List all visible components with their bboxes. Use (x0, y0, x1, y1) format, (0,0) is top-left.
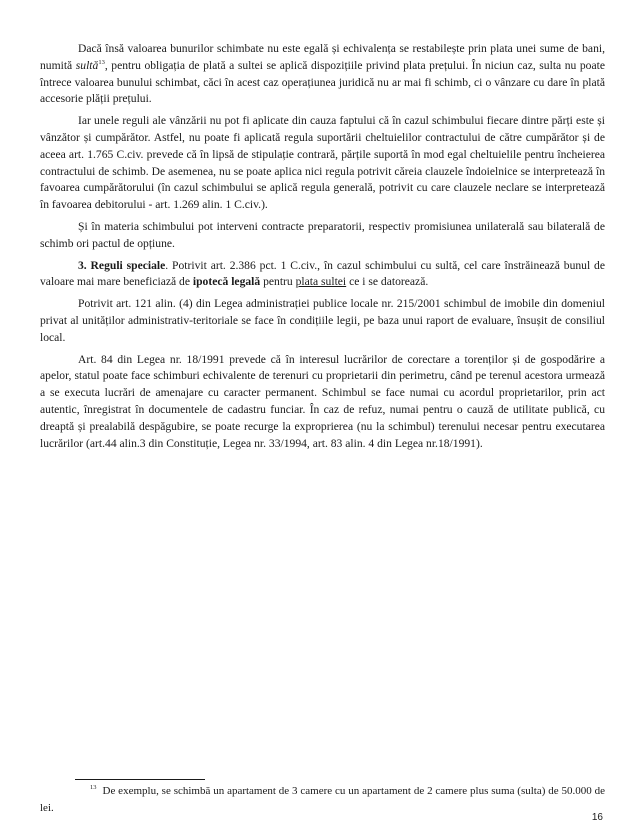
term-ipoteca-legala: ipotecă legală (192, 275, 261, 289)
reguli-speciale-text-a: . Potrivit art. 2.386 pct. 1 C.civ., în cazul schimbului cu sultă, cel care înstrăinează bunul de valoare mai mare beneficiază de (40, 258, 605, 289)
main-text (40, 41, 605, 457)
footnote-text: De exemplu, se schimbă un apartament de 3 camere cu un apartament de 2 camere plus suma (sulta) de 50.000 de lei. (40, 785, 605, 814)
paragraph-legea-18-1991: Art. 84 din Legea nr. 18/1991 prevede că în interesul lucrărilor de corectare a torenților și de gospodărire a apelor, statul poate face schimburi echivalente de terenuri cu proprietarii din perimetru, când pe terenul acestora urmează a se executa lucrări de amenajare cu caracter permanent. Schimbul se face numai cu acordul proprietarilor, prin act autentic, înregistrat în documentele de cadastru funciar. În caz de refuz, numai pentru o cauză de utilitate publică, cu dreaptă și prealabilă despăgubire, se poate recurge la exproprierea (nu la schimbul) terenului necesar pentru executarea lucrărilor (art.44 alin.3 din Constituție, Legea nr. 33/1994, art. 83 alin. 4 din Legea nr.18/1991). (40, 352, 605, 450)
paragraph-reguli-speciale (40, 258, 605, 292)
section-heading: 3. Reguli speciale (78, 258, 166, 272)
footnote (40, 783, 605, 817)
footnote-number: 13 (90, 784, 97, 792)
footnote-separator (75, 779, 205, 780)
paragraph-vanzare-rules: Iar unele reguli ale vânzării nu pot fi aplicate din cauza faptului că în cazul schimbului fiecare dintre părți este și vânzător și cumpărător. Astfel, nu poate fi aplicată regula suportării cheltuielilor contractului de către cumpărător și de aceea art. 1.765 C.civ. prevede că în lipsă de stipulație contrară, părțile suportă în mod egal cheltuielile pentru încheierea contractului de schimb. De asemenea, nu se poate aplica nici regula potrivit căreia clauzele îndoielnice se interpretează în favoarea cumpărătorului (în cazul schimbului se aplică regula generală, potrivit cu care clauzele neclare se interpretează în favoarea debitorului - art. 1.269 alin. 1 C.civ.). (40, 114, 605, 212)
paragraph-contracte-preparatorii: Și în materia schimbului pot interveni contracte preparatorii, respectiv promisiunea unilaterală sau bilaterală de schimb ori pactul de opțiune. (40, 219, 605, 250)
paragraph-sulta-text-end: , pentru obligația de plată a sultei se aplică dispozițiile privind plata prețului. În niciun caz, sulta nu poate întrece valoarea bunului schimbat, căci în acest caz operațiunea juridică nu ar mai fi schimb, ci o vânzare cu dare în plată accesorie plății prețului. (40, 58, 605, 106)
term-plata-sultei: plata sultei (295, 275, 347, 289)
reguli-speciale-text-b: pentru (260, 275, 296, 289)
reguli-speciale-text-c: ce i se datorează. (346, 275, 429, 289)
paragraph-sulta-text-start: Dacă însă valoarea bunurilor schimbate nu este egală și echivalența se restabilește prin plata unei sume de bani, numită (40, 42, 605, 72)
term-sulta: sultă (75, 58, 99, 72)
paragraph-legea-215-2001: Potrivit art. 121 alin. (4) din Legea administrației publice locale nr. 215/2001 schimbul de imobile din domeniul privat al unităților administrativ-teritoriale se face în condițiile legii, pe baza unui raport de evaluare, însușit de consiliul local. (40, 297, 605, 344)
paragraph-sulta (40, 41, 605, 108)
footnote-reference[interactable]: 13 (98, 58, 105, 66)
page-number: 16 (591, 812, 603, 823)
